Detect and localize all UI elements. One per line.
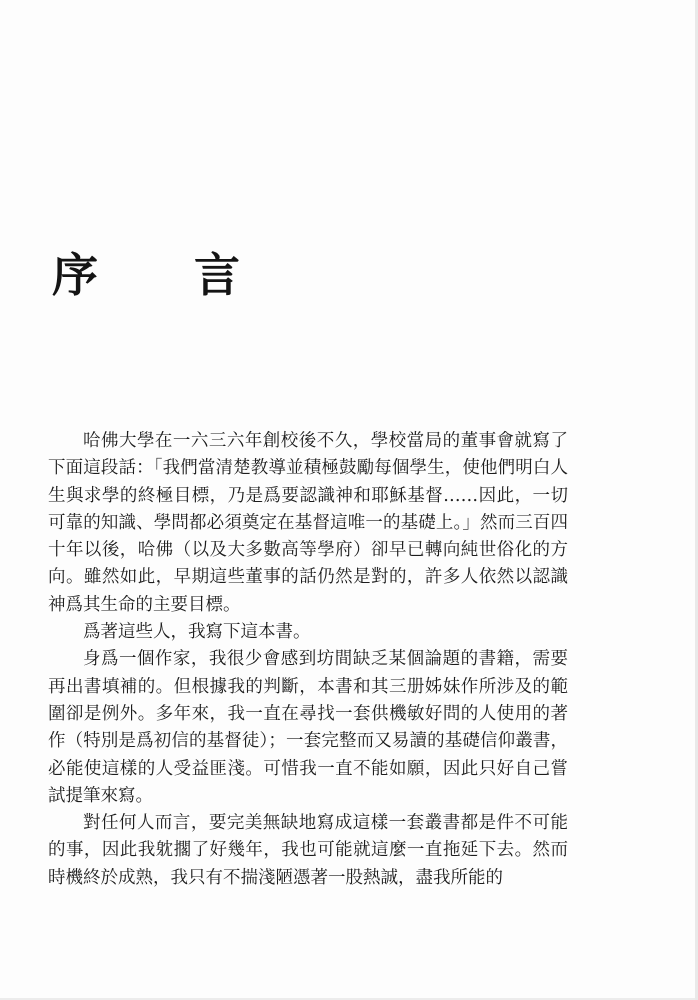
paragraph-4: 對任何人而言，要完美無缺地寫成這樣一套叢書都是件不可能的事，因此我躭擱了好幾年，我也可能就這麼一直拖延下去。然而時機終於成熟，我只有不揣淺陋憑著一股熱誠，盡我所能的 bbox=[48, 813, 568, 888]
paragraph-1: 哈佛大學在一六三六年創校後不久，學校當局的董事會就寫了下面這段話：「我們當清楚教導並積極鼓勵每個學生，使他們明白人生與求學的終極目標，乃是爲要認識神和耶穌基督……因此，一切可靠的知識、學問都必須奠定在基督這唯一的基礎上。」然而三百四十年以後，哈佛（以及大多數高等學府）卻早已轉向純世俗化的方向。雖然如此，早期這些董事的話仍然是對的，許多人依然以認識神爲其生命的主要目標。 bbox=[48, 431, 568, 615]
body-text bbox=[48, 428, 568, 892]
paragraph-2: 爲著這些人，我寫下這本書。 bbox=[83, 622, 311, 643]
paragraph-3: 身爲一個作家，我很少會感到坊間缺乏某個論題的書籍，需要再出書填補的。但根據我的判斷，本書和其三册姊妹作所涉及的範圍卻是例外。多年來，我一直在尋找一套供機敏好問的人使用的著作（特別是爲初信的基督徒）；一套完整而又易讀的基礎信仰叢書，必能使這樣的人受益匪淺。可惜我一直不能如願，因此只好自己嘗試提筆來寫。 bbox=[48, 649, 568, 806]
chapter-title: 序 言 bbox=[52, 248, 281, 302]
